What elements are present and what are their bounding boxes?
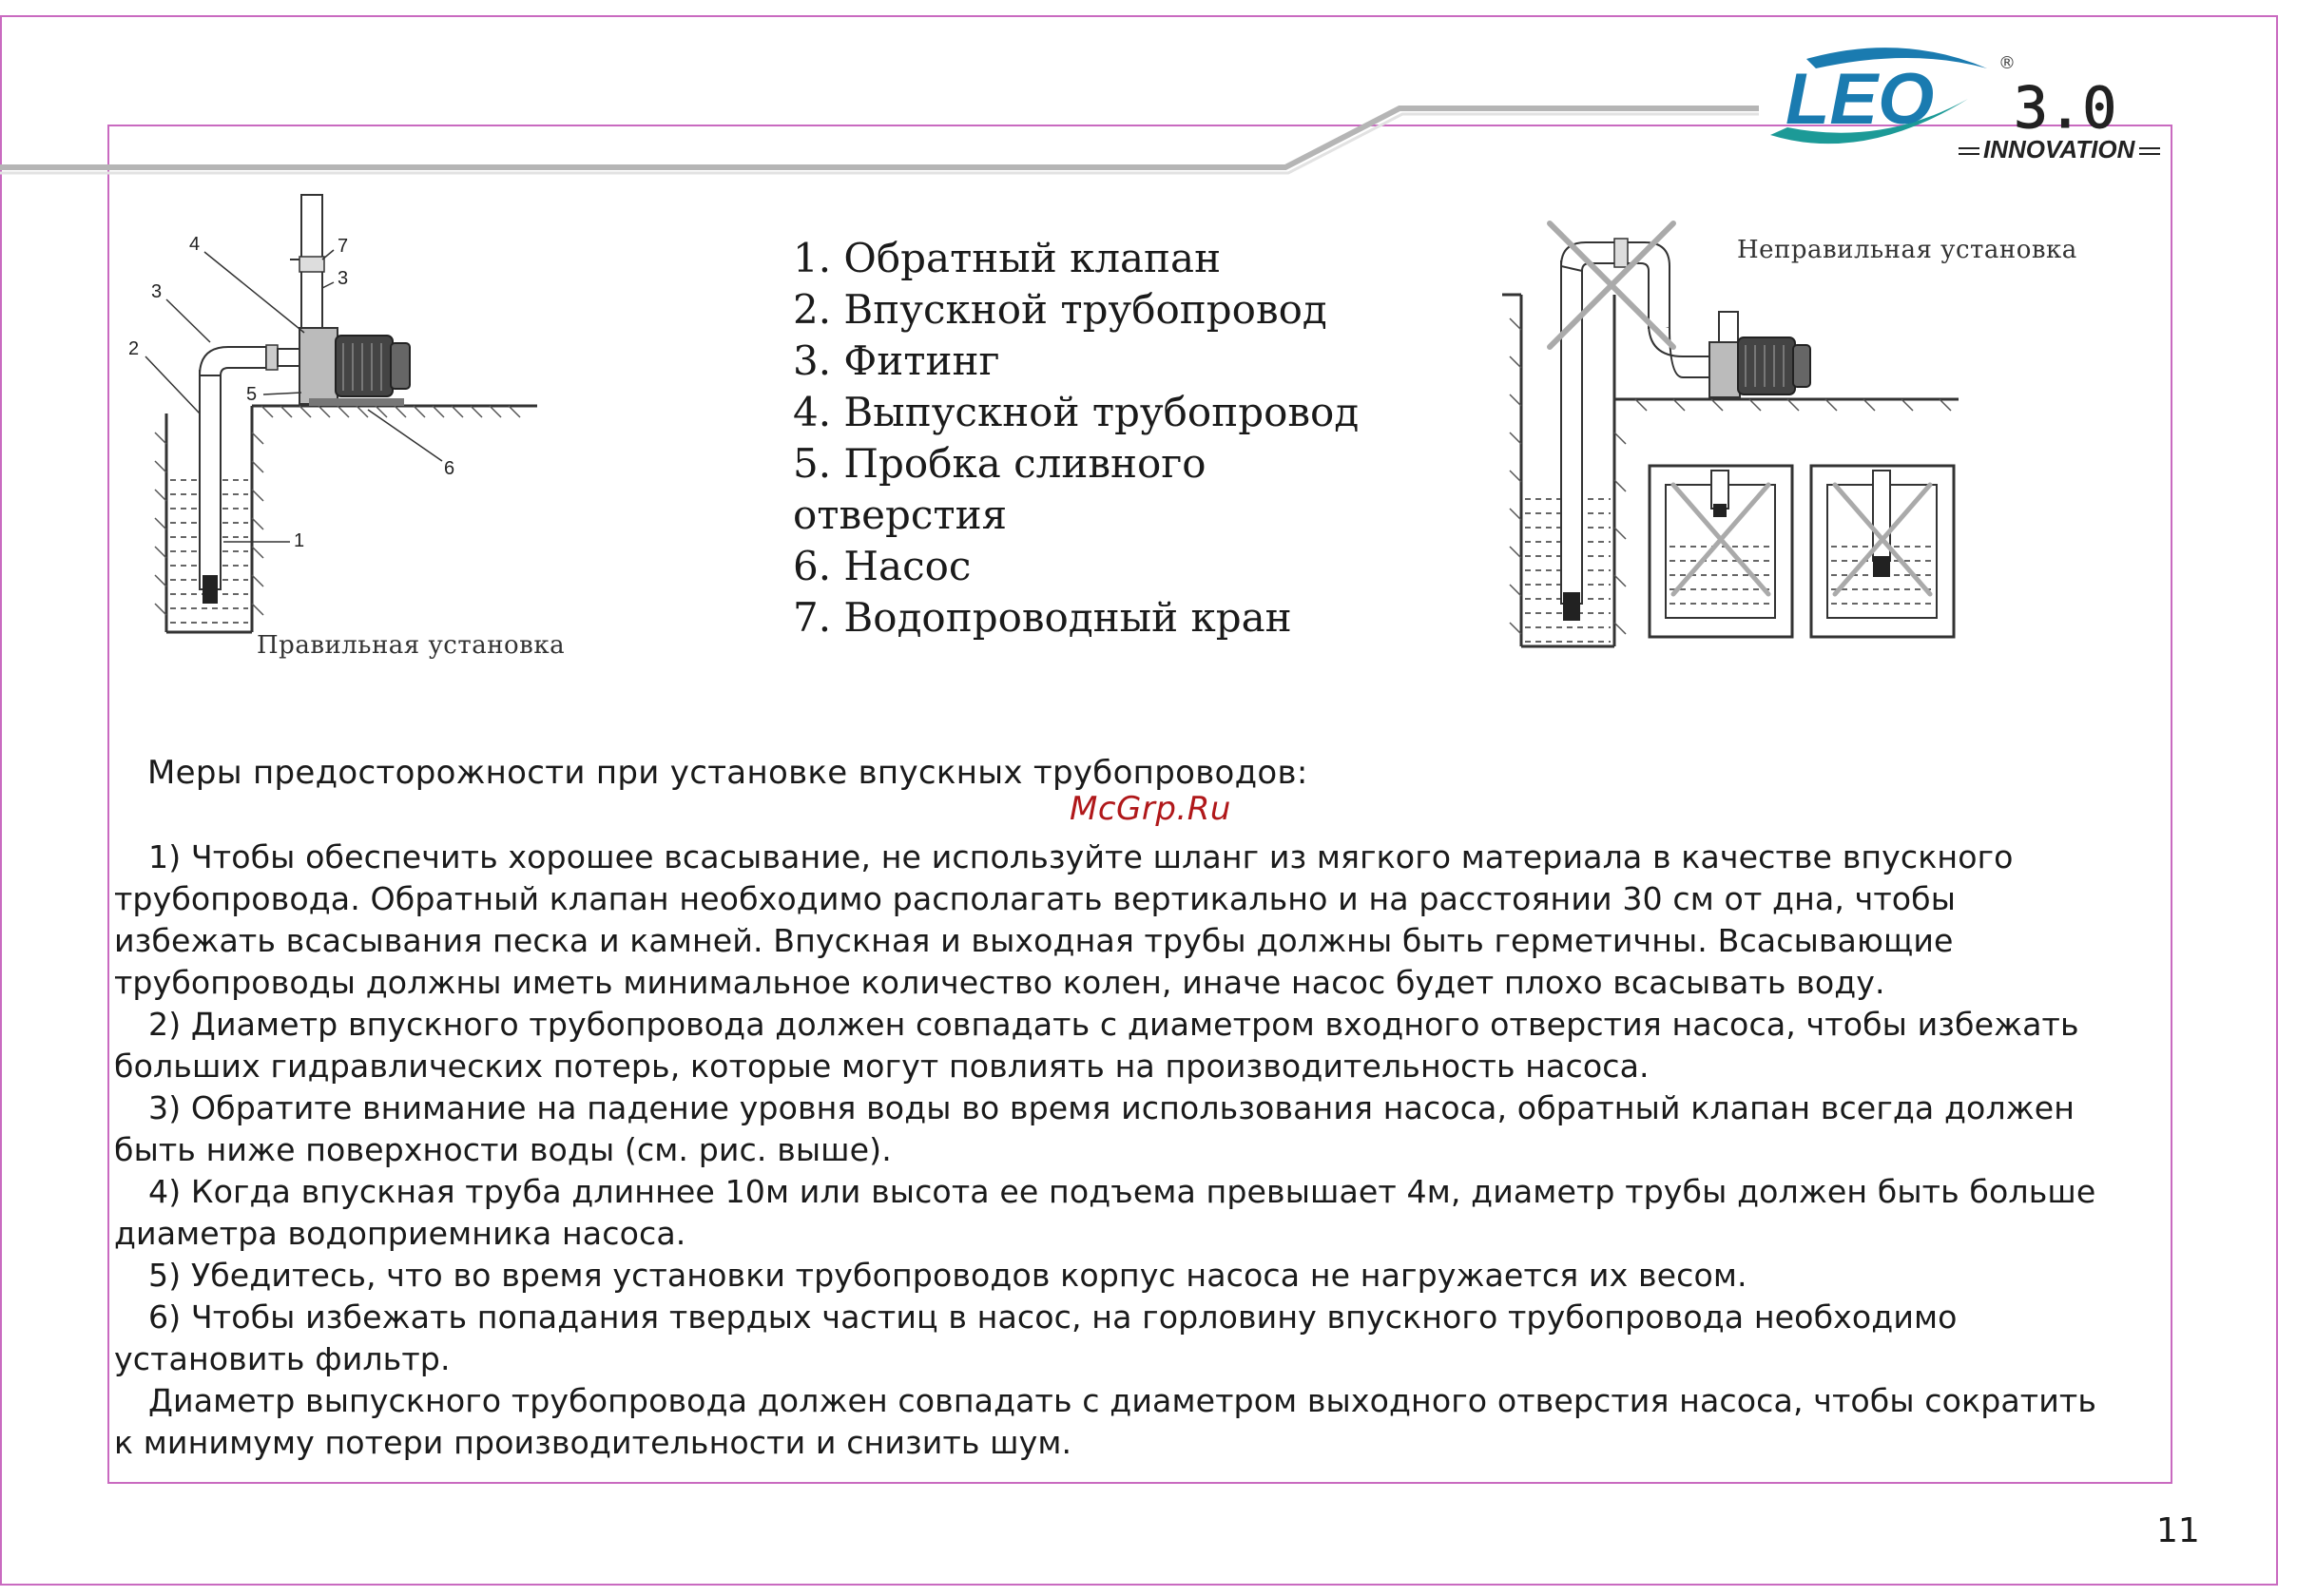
text-line: больших гидравлических потерь, которые могут повлиять на производительность насоса.	[114, 1048, 1650, 1085]
text-line: 1) Чтобы обеспечить хорошее всасывание, не используйте шланг из мягкого материала в качестве впускного	[148, 838, 2014, 875]
svg-text:3.0: 3.0	[2014, 75, 2117, 142]
text-line: избежать всасывания песка и камней. Впускная и выходная трубы должны быть герметичны. Всасывающие	[114, 922, 1954, 959]
legend-item: 1. Обратный клапан	[793, 235, 1222, 281]
brand-logo	[1749, 40, 2187, 163]
text-line: 3) Обратите внимание на падение уровня воды во время использования насоса, обратный клапан всегда должен	[148, 1089, 2075, 1126]
text-line: 2) Диаметр впускного трубопровода должен совпадать с диаметром входного отверстия насоса, чтобы избежать	[148, 1006, 2079, 1043]
legend-item: 7. Водопроводный кран	[793, 594, 1292, 641]
legend-item: отверстия	[793, 491, 1008, 538]
text-line: быть ниже поверхности воды (см. рис. выше).	[114, 1131, 892, 1168]
precautions-text	[114, 836, 2158, 1464]
svg-text:®: ®	[1998, 53, 2016, 73]
watermark: McGrp.Ru	[1070, 790, 1231, 828]
text-line: диаметра водоприемника насоса.	[114, 1215, 686, 1252]
callout-3b: 3	[338, 268, 349, 289]
section-heading: Меры предосторожности при установке впускных трубопроводов:	[147, 754, 1308, 792]
callout-2: 2	[128, 338, 140, 359]
callout-5: 5	[246, 384, 258, 405]
correct-installation-caption: Правильная установка	[257, 631, 566, 660]
page-number: 11	[2156, 1511, 2200, 1550]
text-line: 5) Убедитесь, что во время установки трубопроводов корпус насоса не нагружается их весом.	[148, 1257, 1747, 1294]
legend-item: 3. Фитинг	[793, 337, 1000, 384]
callout-7: 7	[338, 236, 349, 257]
text-line: Диаметр выпускного трубопровода должен совпадать с диаметром выходного отверстия насоса, чтобы сократить	[148, 1382, 2096, 1419]
text-line: трубопроводы должны иметь минимальное количество колен, иначе насос будет плохо всасывать воду.	[114, 964, 1885, 1001]
legend-item: 2. Впускной трубопровод	[793, 286, 1327, 333]
incorrect-installation-caption: Неправильная установка	[1737, 236, 2077, 264]
text-line: к минимуму потери производительности и снизить шум.	[114, 1424, 1072, 1461]
callout-6: 6	[444, 458, 455, 479]
callout-4: 4	[189, 234, 201, 255]
text-line: трубопровода. Обратный клапан необходимо располагать вертикально и на расстоянии 30 см от дна, чтобы	[114, 880, 1957, 917]
svg-text:INNOVATION: INNOVATION	[1983, 135, 2135, 163]
text-line: 6) Чтобы избежать попадания твердых частиц в насос, на горловину впускного трубопровода необходимо	[148, 1298, 1958, 1336]
callout-3a: 3	[151, 281, 163, 302]
legend-item: 6. Насос	[793, 543, 972, 589]
incorrect-installation-diagram	[1502, 214, 1978, 661]
svg-text:LEO: LEO	[1785, 59, 1935, 140]
correct-installation-diagram	[119, 185, 556, 642]
legend-item: 4. Выпускной трубопровод	[793, 389, 1360, 435]
legend-item: 5. Пробка сливного	[793, 440, 1206, 487]
text-line: 4) Когда впускная труба длиннее 10м или высота ее подъема превышает 4м, диаметр трубы должен быть больше	[148, 1173, 2096, 1210]
text-line: установить фильтр.	[114, 1340, 451, 1377]
callout-1: 1	[294, 530, 305, 551]
component-legend	[793, 233, 1382, 644]
